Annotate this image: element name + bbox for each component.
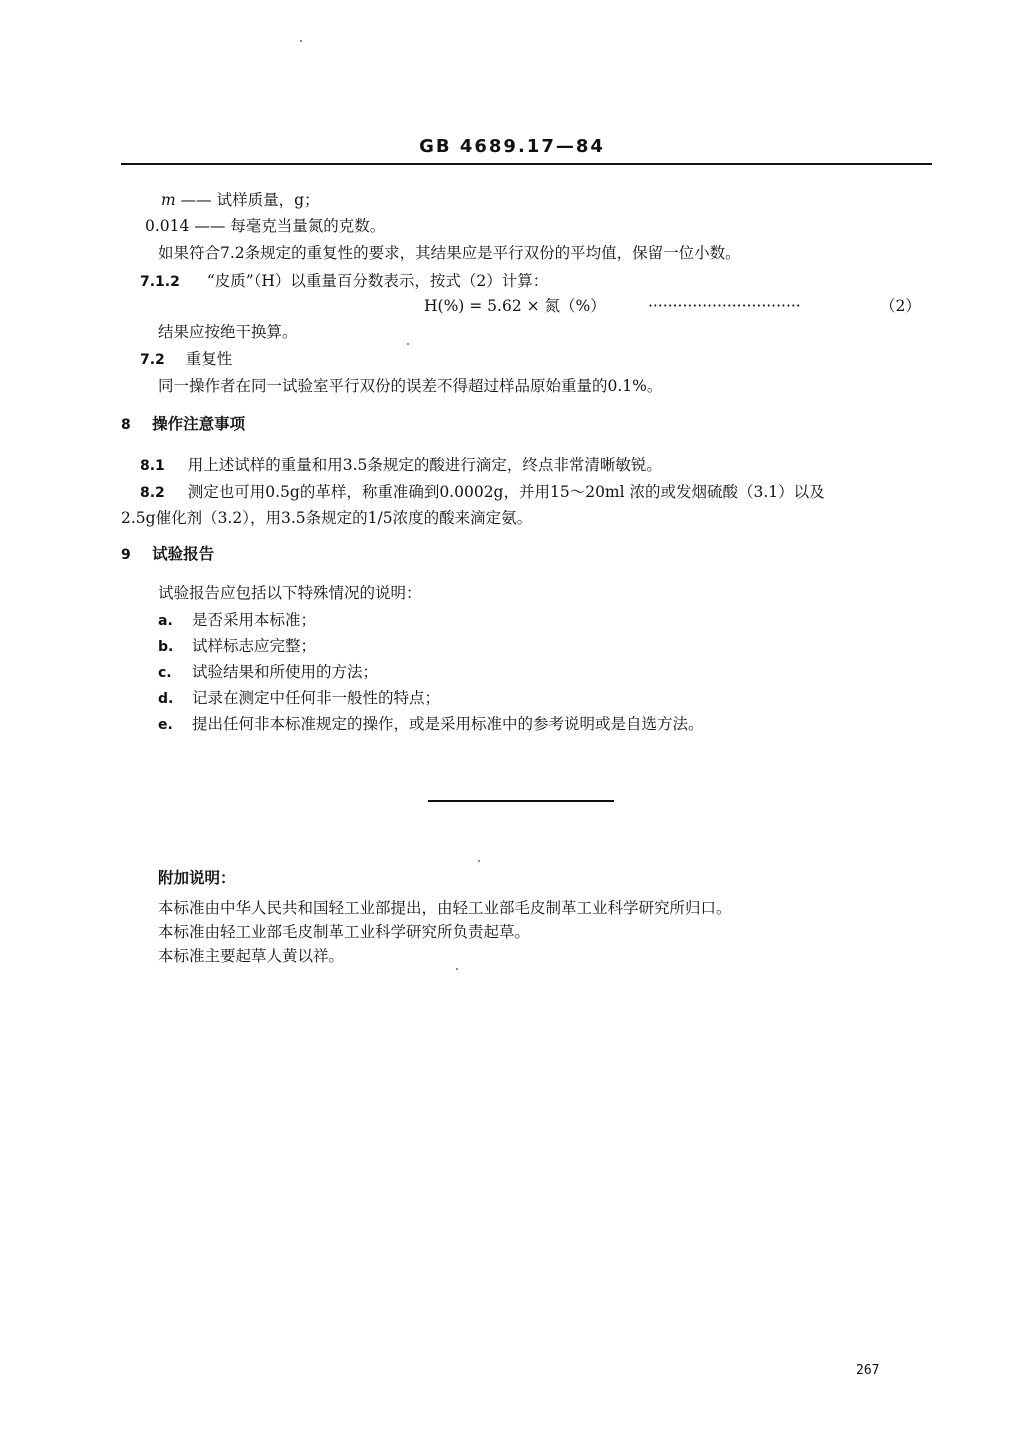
formula-leader-dots: ······························· xyxy=(648,297,801,315)
section-title: 试验报告 xyxy=(152,544,215,563)
scan-speck xyxy=(300,40,302,42)
symbol-desc: 每毫克当量氮的克数。 xyxy=(230,217,386,235)
symbol-dash: —— xyxy=(194,217,226,235)
symbol-0014-definition xyxy=(145,216,385,236)
end-divider xyxy=(428,800,614,802)
section-7-2-heading xyxy=(140,349,232,370)
formula-2: H(%) = 5.62 × 氮（%） xyxy=(424,297,606,315)
report-item xyxy=(158,610,316,631)
section-title: 重复性 xyxy=(185,350,233,368)
section-number: 7.2 xyxy=(140,352,165,368)
report-item-label: d. xyxy=(158,691,174,707)
report-item-text: 试样标志应完整； xyxy=(192,637,317,655)
scan-speck xyxy=(478,860,480,862)
item-8-2 xyxy=(140,482,825,503)
additional-notes-title: 附加说明： xyxy=(158,868,236,887)
item-number: 8.1 xyxy=(140,458,165,474)
section-7-1-2 xyxy=(140,271,548,292)
standard-number: GB 4689.17—84 xyxy=(419,136,605,157)
symbol-desc: 试样质量，g； xyxy=(216,191,320,209)
item-number: 8.2 xyxy=(140,485,165,501)
dry-basis-note: 结果应按绝干换算。 xyxy=(158,323,298,341)
symbol-0014: 0.014 xyxy=(145,217,190,235)
report-item xyxy=(158,636,316,657)
symbol-m-definition xyxy=(161,190,320,210)
symbol-dash: —— xyxy=(180,191,212,209)
symbol-m: m xyxy=(161,191,176,209)
report-item xyxy=(158,688,440,709)
item-8-2-continuation: 2.5g催化剂（3.2），用3.5条规定的1/5浓度的酸来滴定氨。 xyxy=(121,509,533,527)
report-item xyxy=(158,662,378,683)
report-item-text: 提出任何非本标准规定的操作，或是采用标准中的参考说明或是自选方法。 xyxy=(192,715,704,733)
additional-note-line: 本标准由中华人民共和国轻工业部提出，由轻工业部毛皮制革工业科学研究所归口。 xyxy=(158,899,732,917)
report-item xyxy=(158,714,704,735)
additional-note-line: 本标准由轻工业部毛皮制革工业科学研究所负责起草。 xyxy=(158,923,531,941)
report-item-label: a. xyxy=(158,613,173,629)
section-text: “皮质”（H）以重量百分数表示，按式（2）计算： xyxy=(206,272,549,290)
scan-speck xyxy=(456,968,458,970)
section-number: 8 xyxy=(121,417,131,433)
header-rule xyxy=(121,163,932,165)
section-title: 操作注意事项 xyxy=(152,414,246,433)
section-number: 7.1.2 xyxy=(140,274,180,290)
report-item-label: b. xyxy=(158,639,174,655)
report-item-label: e. xyxy=(158,717,173,733)
page-number: 267 xyxy=(856,1363,880,1378)
result-paragraph: 如果符合7.2条规定的重复性的要求，其结果应是平行双份的平均值，保留一位小数。 xyxy=(158,244,741,262)
section-9-heading xyxy=(121,544,214,565)
item-text: 测定也可用0.5g的革样，称重准确到0.0002g，并用15～20ml 浓的或发烟硫酸（3.1）以及 xyxy=(187,483,825,501)
section-8-heading xyxy=(121,414,245,435)
item-8-1 xyxy=(140,455,662,476)
report-item-text: 是否采用本标准； xyxy=(192,611,317,629)
additional-note-line: 本标准主要起草人黄以祥。 xyxy=(158,947,345,965)
repeatability-text: 同一操作者在同一试验室平行双份的误差不得超过样品原始重量的0.1%。 xyxy=(158,377,663,395)
report-item-label: c. xyxy=(158,665,172,681)
section-number: 9 xyxy=(121,547,131,563)
scan-speck xyxy=(407,343,409,345)
report-item-text: 记录在测定中任何非一般性的特点； xyxy=(192,689,441,707)
report-item-text: 试验结果和所使用的方法； xyxy=(192,663,379,681)
report-intro: 试验报告应包括以下特殊情况的说明： xyxy=(158,584,422,602)
equation-number: （2） xyxy=(880,297,921,315)
item-text: 用上述试样的重量和用3.5条规定的酸进行滴定，终点非常清晰敏锐。 xyxy=(187,456,662,474)
